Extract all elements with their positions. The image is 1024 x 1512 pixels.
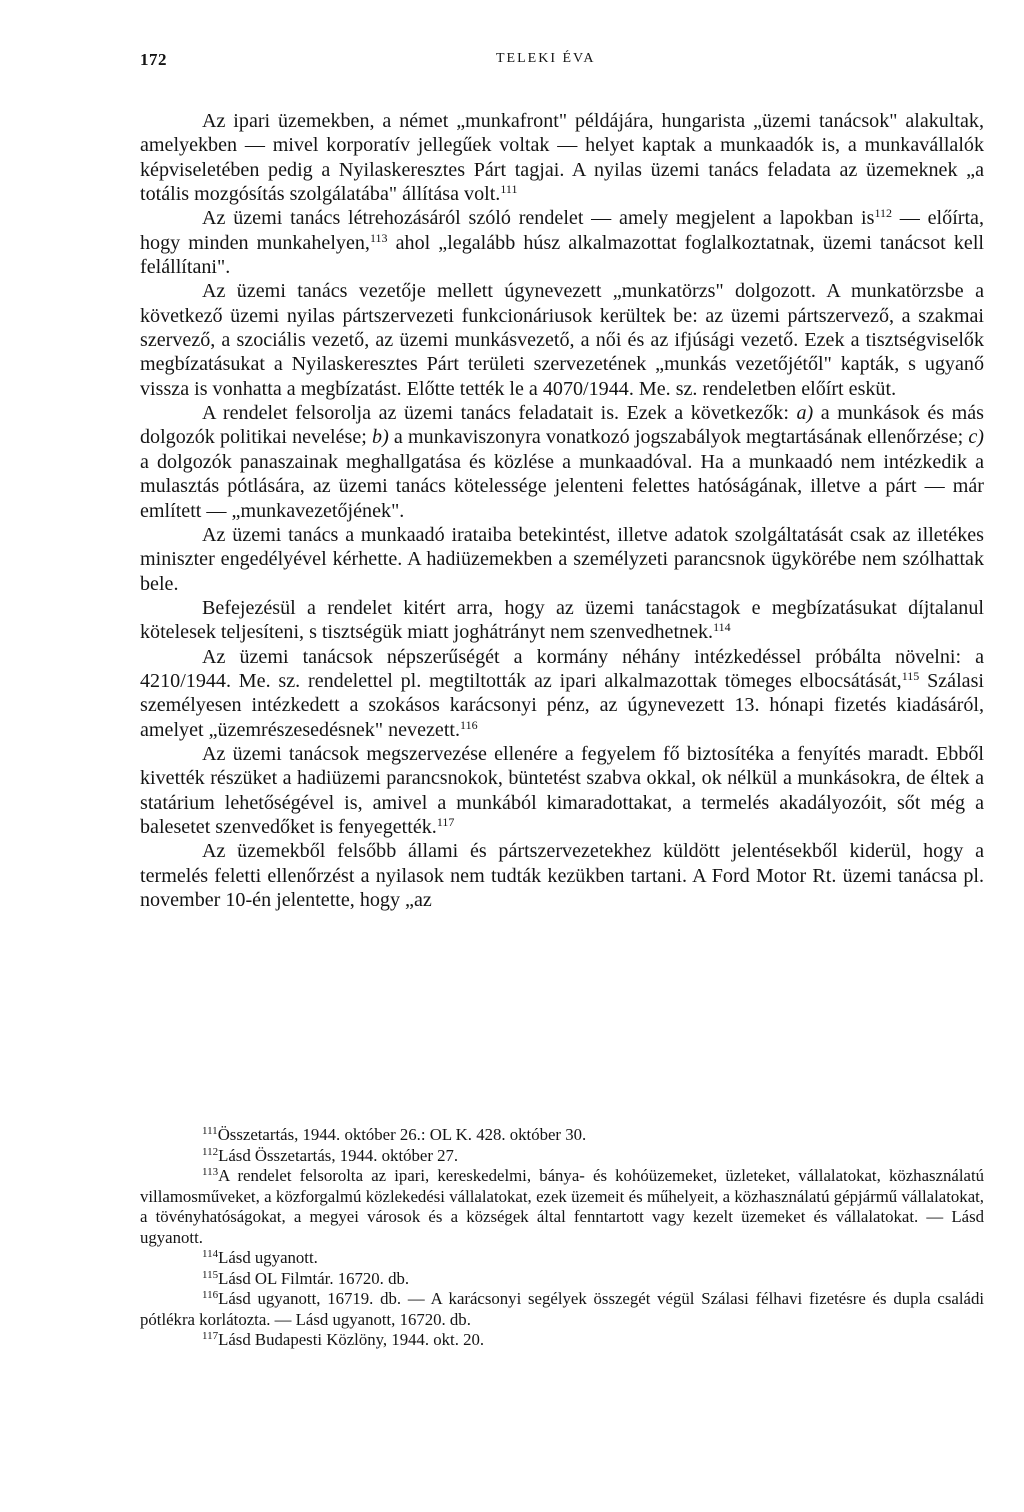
footnote xyxy=(140,1125,984,1146)
footnote-number: 113 xyxy=(202,1166,219,1178)
footnote-number: 116 xyxy=(202,1289,219,1301)
footnote-ref: 114 xyxy=(713,620,731,635)
footnote xyxy=(140,1248,984,1269)
paragraph-text: — előírta, hogy minden munkahelyen, xyxy=(140,207,984,254)
footnote-number: 111 xyxy=(202,1125,218,1137)
paragraph-text: a munkások és más dolgozók politikai nevelése; xyxy=(140,402,984,449)
body-text xyxy=(140,109,984,912)
footnote xyxy=(140,1289,984,1330)
footnote-text: Lásd ugyanott, 16719. db. — A karácsonyi segélyek összegét végül Szálasi félhavi fizetésre és dupla családi pótlékra korlátozta. — Lásd ugyanott, 16720. db. xyxy=(140,1289,984,1329)
paragraph xyxy=(140,206,984,279)
footnote xyxy=(140,1166,984,1248)
paragraph-text: Az üzemi tanácsok megszervezése ellenére a fegyelem fő biztosítéka a fenyítés maradt. Ebből kivették részüket a hadiüzemi parancsnokok, büntetést szabva okkal, ok nélkül a munkásokra, de éltek a statárium lehetőségével is, amivel a munkából kimaradottakat, a termelés akadályozóit, sőt még a balesetet szenvedőket is fenyegették. xyxy=(140,742,984,838)
paragraph xyxy=(140,839,984,912)
footnote-text: Összetartás, 1944. október 26.: OL K. 428. október 30. xyxy=(217,1125,587,1144)
paragraph-text: ahol „legalább húsz alkalmazottat foglalkoztatnak, üzemi tanácsot kell felállítani". xyxy=(140,231,984,279)
paragraph-text: Az ipari üzemekben, a német „munkafront" példájára, hungarista „üzemi tanácsok" alakultak, amelyekben — mivel korporatív jellegűek voltak — helyet kaptak a munkaadók is, a munkavállalók képviseletében pedig a Nyilaskeresztes Párt tagjai. A nyilas üzemi tanács feladata az üzemeknek „a totális mozgósítás szolgálatába" állítása volt. xyxy=(140,110,984,206)
paragraph-text: Az üzemi tanács vezetője mellett úgynevezett „munkatörzs" dolgozott. A munkatörzsbe a következő üzemi nyilas pártszervezeti funkcionáriusok kerültek be: az üzemi pártszervező, a szakmai szervező, a szociális vezető, az üzemi munkásvezető, a női és az ifjúsági vezető. Ezek a tisztségviselők megbízatásukat a Nyilaskeresztes Párt területi szervezetének „munkás vezetőjétől" kapták, s ugyanő vissza is vonhatta a megbízatást. Előtte tették le a 4070/1944. Me. sz. rendeletben előírt esküt. xyxy=(140,280,984,400)
footnote-ref: 116 xyxy=(460,717,478,732)
footnote-ref: 113 xyxy=(369,230,388,245)
footnotes xyxy=(140,1125,984,1351)
paragraph-text: Az üzemi tanácsok népszerűségét a kormány néhány intézkedéssel próbálta növelni: a 4210/1944. Me. sz. rendelettel pl. megtiltották az ipari alkalmazottak tömeges elbocsátását, xyxy=(140,645,984,692)
paragraph-text: Az üzemekből felsőbb állami és pártszervezetekhez küldött jelentésekből kiderül, hogy a termelés feletti ellenőrzést a nyilasok nem tudták kezükben tartani. A Ford Motor Rt. üzemi tanácsa pl. november 10-én jelentette, hogy „az xyxy=(140,840,984,911)
footnote xyxy=(140,1146,984,1167)
footnote xyxy=(140,1330,984,1351)
paragraph-text: A rendelet felsorolja az üzemi tanács feladatait is. Ezek a következők: xyxy=(202,402,797,425)
footnote-text: Lásd Budapesti Közlöny, 1944. okt. 20. xyxy=(218,1330,485,1349)
footnote xyxy=(140,1269,984,1290)
paragraph xyxy=(140,109,984,206)
paragraph-text: a dolgozók panaszainak meghallgatása és közlése a munkaadóval. Ha a munkaadó nem intézkedik a mulasztás pótlására, az üzemi tanács kötelessége jelenteni felettes hatóságának, illetve a párt — már említett — „munkavezetőjének". xyxy=(140,450,984,522)
paragraph-text: Az üzemi tanács létrehozásáról szóló rendelet — amely megjelent a lapokban is xyxy=(202,207,875,230)
page-header xyxy=(140,50,984,74)
footnote-number: 112 xyxy=(202,1145,219,1158)
paragraph xyxy=(140,279,984,401)
paragraph-text: Befejezésül a rendelet kitért arra, hogy az üzemi tanácstagok e megbízatásukat díjtalanul kötelesek teljesíteni, s tisztségük miatt joghátrányt nem szenvedhetnek. xyxy=(140,596,984,644)
list-marker: a) xyxy=(796,402,814,425)
running-head: TELEKI ÉVA xyxy=(496,51,596,66)
footnote-ref: 111 xyxy=(500,182,518,197)
footnote-ref: 117 xyxy=(436,814,455,829)
footnote-number: 115 xyxy=(202,1268,219,1281)
paragraph xyxy=(140,401,984,523)
list-marker: b) xyxy=(372,426,389,449)
paragraph-text: a munkaviszonyra vonatkozó jogszabályok megtartásának ellenőrzése; xyxy=(388,426,969,449)
footnote-text: A rendelet felsorolta az ipari, kereskedelmi, bánya- és kohóüzemeket, üzleteket, vállalatokat, közhasználatú villamosműveket, a közforgalmú közlekedési vállalatokat, ezek üzemeit és műhelyeit, a közhasználatú gépjármű vállalatokat, a tövényhatóságokat, a megyei városok és a községek által fenntartott vagy kezelt üzemeket és vállalatokat. — Lásd ugyanott. xyxy=(140,1166,984,1247)
footnote-number: 117 xyxy=(202,1330,219,1342)
footnote-ref: 112 xyxy=(874,206,892,221)
paragraph-text: Az üzemi tanács a munkaadó irataiba betekintést, illetve adatok szolgáltatását csak az illetékes miniszter engedélyével kérhette. A hadiüzemekben a személyzeti parancsnok ügykörébe nem szólhattak bele. xyxy=(140,523,984,595)
footnote-text: Lásd Összetartás, 1944. október 27. xyxy=(218,1145,459,1165)
paragraph xyxy=(140,645,984,742)
footnote-number: 114 xyxy=(202,1248,219,1260)
footnote-text: Lásd OL Filmtár. 16720. db. xyxy=(218,1268,410,1288)
page-number: 172 xyxy=(140,50,167,69)
paragraph xyxy=(140,742,984,839)
paragraph xyxy=(140,596,984,645)
footnote-text: Lásd ugyanott. xyxy=(218,1248,318,1267)
paragraph xyxy=(140,523,984,596)
paragraph-text: Szálasi személyesen intézkedett a szokásos karácsonyi pénz, az úgynevezett 13. hónapi fizetés kiadásáról, amelyet „üzemrészesedésnek" nevezett. xyxy=(140,669,984,741)
list-marker: c) xyxy=(968,426,984,449)
footnote-ref: 115 xyxy=(901,668,920,683)
